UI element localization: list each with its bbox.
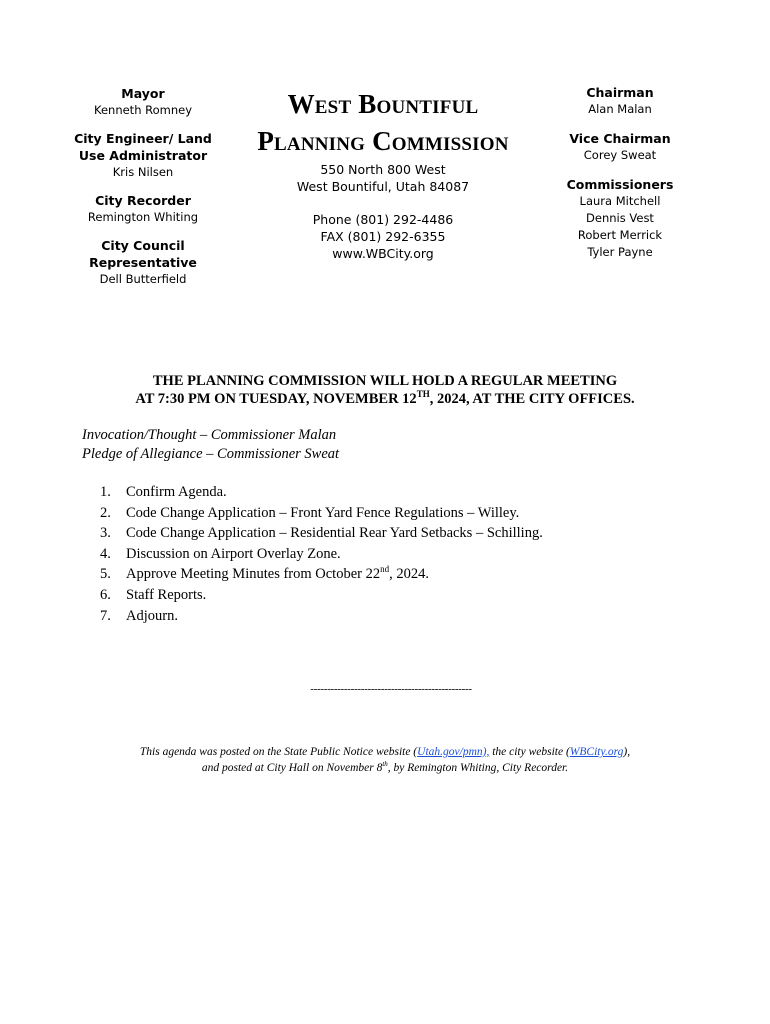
notice-line2-superscript: TH [416,389,430,400]
agenda-item [100,523,543,544]
agenda-item-text-part: Approve Meeting Minutes from October 22 [126,566,381,583]
officials-left-column [62,85,224,299]
invocation-line: Invocation/Thought – Commissioner Malan [82,427,337,443]
chairman-name: Alan Malan [588,102,652,116]
agenda-item-text: Confirm Agenda. [126,484,227,500]
agenda-item [100,544,543,565]
notice-line2-text-end: , 2024, AT THE CITY OFFICES. [429,391,635,407]
fax: FAX (801) 292-6355 [320,229,446,244]
city-recorder-role: City Recorder [95,193,191,208]
agenda-item-number: 4. [100,545,111,562]
officials-right-column [548,84,692,273]
agenda-item-text: Staff Reports. [126,586,207,603]
footer-text: ), [623,746,631,758]
city-recorder-block [62,192,224,225]
mayor-block [62,85,224,118]
agenda-item-number: 7. [100,607,111,624]
address-line2: West Bountiful, Utah 84087 [296,179,470,194]
agenda-item [100,585,543,606]
mayor-role: Mayor [121,86,165,101]
notice-line2 [60,390,710,408]
agenda-item-text: Discussion on Airport Overlay Zone. [126,545,341,562]
invocation-block [82,426,339,464]
footer-text: This agenda was posted on the State Public Notice website ( [139,746,418,758]
mayor-name: Kenneth Romney [93,103,193,117]
vice-chairman-block [548,130,692,164]
chairman-role: Chairman [586,85,654,100]
website: www.WBCity.org [332,246,434,261]
utah-pmn-link[interactable]: Utah.gov/pmn), [417,746,490,758]
commissioner-name: Laura Mitchell [579,194,661,208]
wbcity-link[interactable]: WBCity.org [569,746,624,758]
footer-text: , by Remington Whiting, City Recorder. [387,762,569,774]
agenda-item-number: 3. [100,525,111,542]
footer-superscript: th [382,760,388,769]
agenda-item-number: 2. [100,504,111,521]
agenda-item-text: Code Change Application – Residential Rear Yard Setbacks – Schilling. [126,525,543,542]
meeting-notice [60,372,710,408]
council-rep-block [62,237,224,287]
city-recorder-name: Remington Whiting [87,210,199,224]
agenda-item [100,564,543,585]
agenda-item-text-end: , 2024. [389,566,429,583]
notice-line2-text: AT 7:30 PM ON TUESDAY, NOVEMBER 12 [135,391,417,407]
commissioner-name: Tyler Payne [587,245,653,259]
footer-line2 [60,760,710,776]
agenda-item-text: Adjourn. [126,607,178,624]
chairman-block [548,84,692,118]
notice-line1: THE PLANNING COMMISSION WILL HOLD A REGULAR MEETING [152,373,618,389]
agenda-item-number: 5. [100,566,111,583]
footer-text: and posted at City Hall on November 8 [201,762,383,774]
agenda-item [100,482,543,503]
phone: Phone (801) 292-4486 [312,212,454,227]
commissioners-role: Commissioners [566,177,674,192]
address-line1: 550 North 800 West [320,162,446,177]
org-title-line2: Planning Commission [257,126,509,156]
agenda-item-superscript: nd [380,564,390,575]
agenda-item [100,503,543,524]
letterhead-center [230,87,536,262]
pledge-line: Pledge of Allegiance – Commissioner Sweat [82,446,340,462]
vice-chairman-role: Vice Chairman [569,131,671,146]
commissioners-block [548,176,692,261]
agenda-item-text [126,564,429,585]
agenda-list [100,482,543,626]
commissioner-name: Robert Merrick [577,228,663,242]
agenda-item-text: Code Change Application – Front Yard Fence Regulations – Willey. [126,504,520,521]
agenda-item-number: 1. [100,484,111,500]
council-rep-name: Dell Butterfield [99,272,187,286]
city-engineer-role-line1: City Engineer/ Land [74,131,212,146]
footer-line1 [60,744,710,760]
org-title-line1: West Bountiful [287,89,479,119]
agenda-item-number: 6. [100,586,111,603]
agenda-item [100,606,543,627]
vice-chairman-name: Corey Sweat [583,148,657,162]
commissioner-name: Dennis Vest [586,211,654,225]
council-rep-role-line1: City Council [101,238,185,253]
posting-notice-footer [60,744,710,776]
dashed-divider: ------------------------------------------------ [310,683,472,695]
council-rep-role-line2: Representative [89,255,197,270]
footer-text: the city website ( [489,746,570,758]
city-engineer-block [62,130,224,180]
city-engineer-role-line2: Use Administrator [78,148,208,163]
city-engineer-name: Kris Nilsen [112,165,174,179]
